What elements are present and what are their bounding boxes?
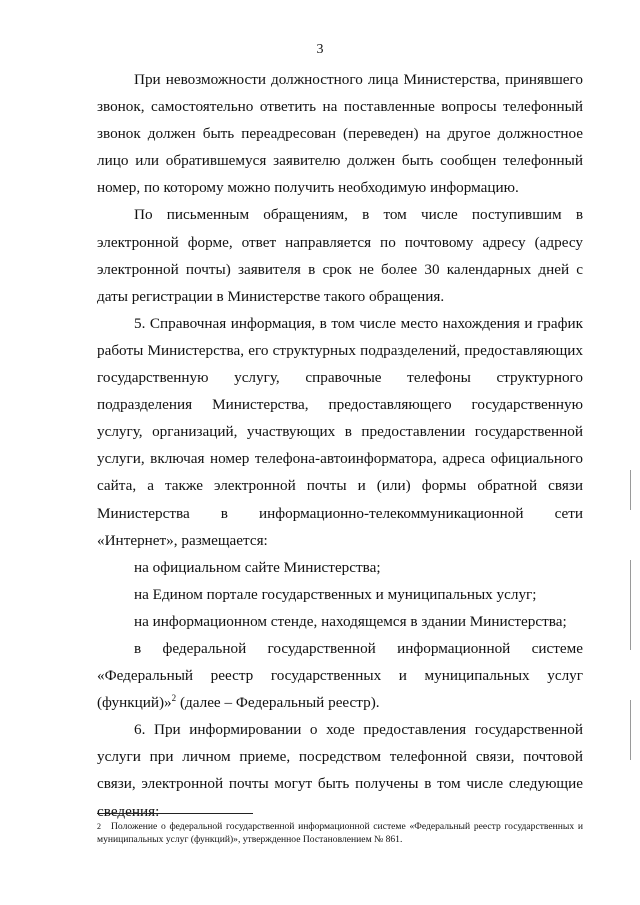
document-body bbox=[97, 66, 583, 825]
federal-register-tail: (далее – Федеральный реестр). bbox=[176, 694, 380, 712]
paragraph-phone-redirect: При невозможности должностного лица Министерства, принявшего звонок, самостоятельно ответить на поставленные вопросы телефонный звонок должен быть переадресован (переведен) на другое должностное лицо или обратившемуся заявителю должен быть сообщен телефонный номер, по которому можно получить необходимую информацию. bbox=[97, 71, 583, 197]
scan-edge-mark bbox=[630, 700, 631, 760]
footnote bbox=[97, 820, 583, 846]
federal-register-text: в федеральной государственной информационной системе «Федеральный реестр государственных и муниципальных услуг (функций)» bbox=[97, 639, 583, 712]
paragraph-written-requests: По письменным обращениям, в том числе поступившим в электронной форме, ответ направляется по почтовому адресу (адресу электронной почты) заявителя в срок не более 30 календарных дней с даты регистрации в Министерстве такого обращения. bbox=[97, 206, 583, 305]
footnote-mark: 2 bbox=[97, 822, 101, 831]
list-item-official-site: на официальном сайте Министерства; bbox=[134, 558, 381, 576]
paragraph-informing-progress: 6. При информировании о ходе предоставления государственной услуги при личном приеме, посредством телефонной связи, почтовой связи, электронной почты могут быть получены в том числе следующие сведения: bbox=[97, 721, 583, 820]
paragraph-reference-info: 5. Справочная информация, в том числе место нахождения и график работы Министерства, его структурных подразделений, предоставляющих государственную услугу, справочные телефоны структурного подразделения Министерства, предоставляющего государственную услугу, организаций, участвующих в предоставлении государственной услуги, включая номер телефона-автоинформатора, адреса официального сайта, а также электронной почты и (или) формы обратной связи Министерства в информационно-телекоммуникационной сети «Интернет», размещается: bbox=[97, 314, 583, 549]
page-number: 3 bbox=[316, 42, 324, 57]
footnote-separator bbox=[97, 813, 253, 814]
footnote-reference: 2 bbox=[171, 693, 177, 704]
list-item-unified-portal: на Едином портале государственных и муниципальных услуг; bbox=[134, 585, 537, 603]
scan-edge-mark bbox=[630, 560, 631, 650]
list-item-info-stand: на информационном стенде, находящемся в здании Министерства; bbox=[134, 612, 567, 630]
scan-edge-mark bbox=[630, 470, 631, 510]
footnote-text: Положение о федеральной государственной информационной системе «Федеральный реестр государственных и муниципальных услуг (функций)», утвержденное Постановлением № 861. bbox=[97, 821, 583, 845]
paragraph-federal-register bbox=[97, 635, 583, 716]
